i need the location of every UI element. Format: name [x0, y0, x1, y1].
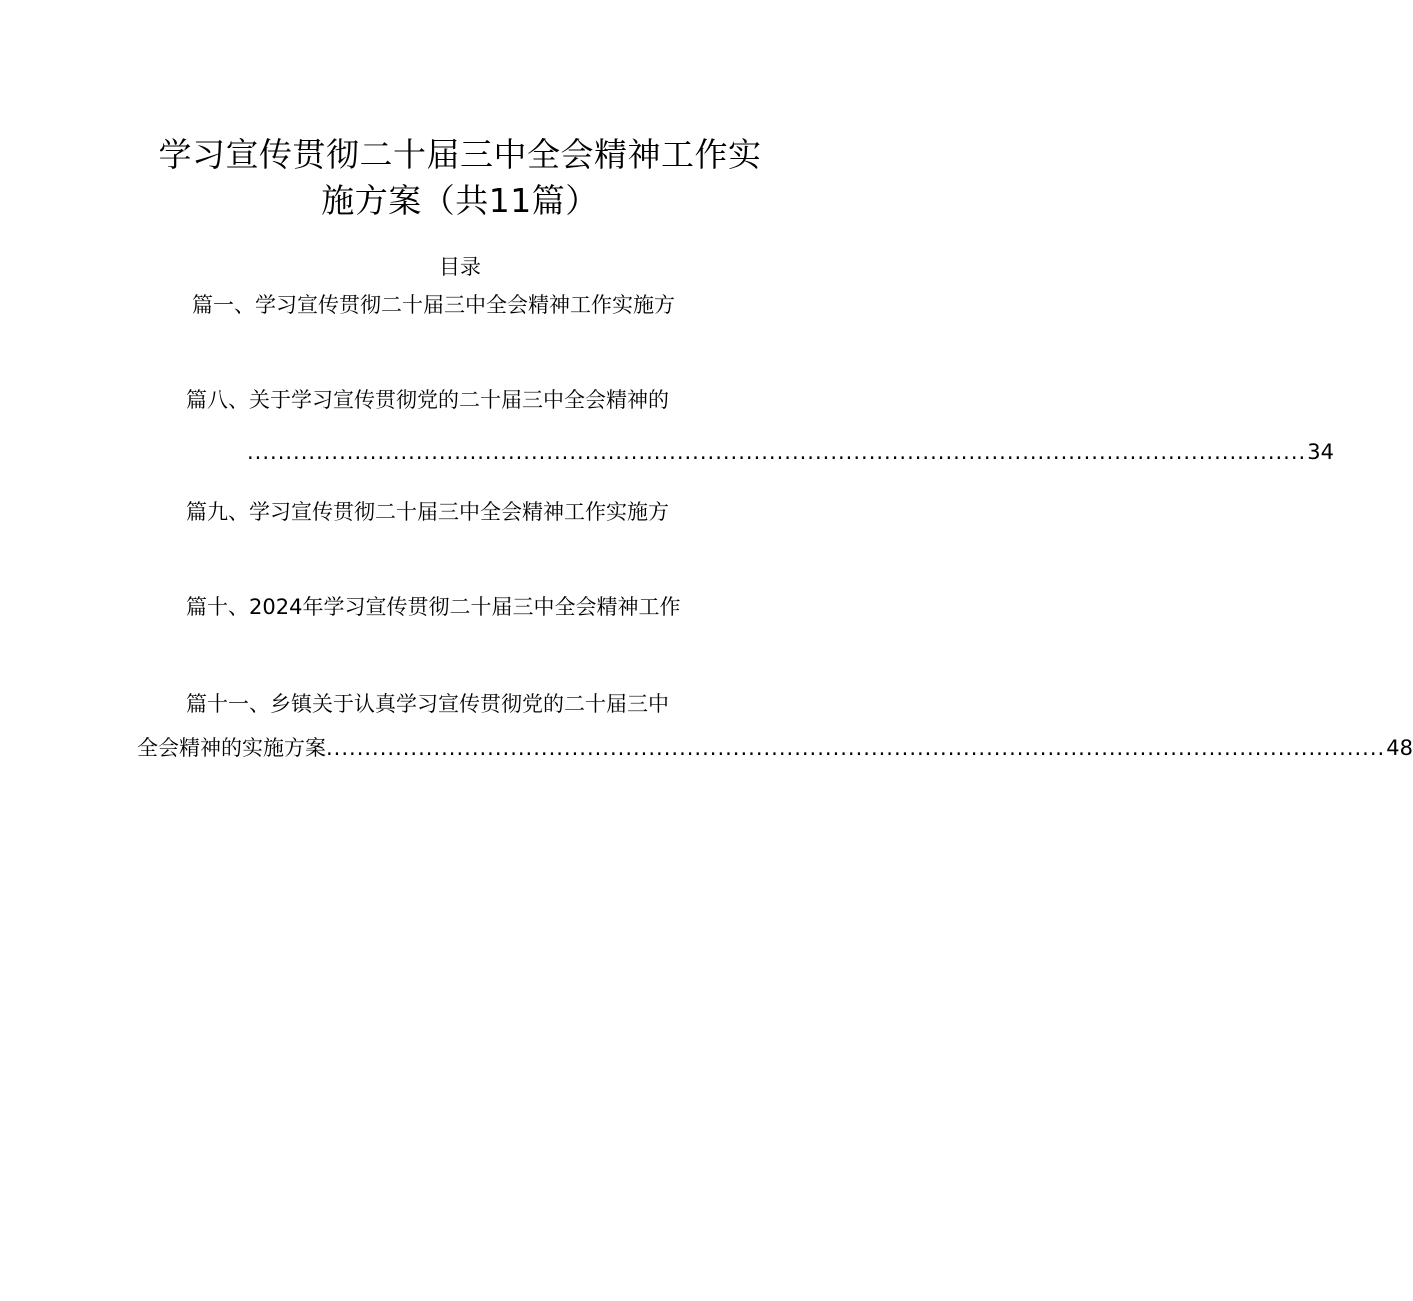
toc-entry-8-leader[interactable] [247, 438, 1334, 466]
toc-entry-11-page-number: 48 [1386, 736, 1413, 760]
dot-leader: .......................................................................................................................................... [326, 736, 1386, 760]
toc-entry-11-leader[interactable] [137, 734, 1413, 762]
toc-entry-8-page-number: 34 [1307, 440, 1334, 464]
document-title-line-2: 施方案（共11篇） [321, 181, 599, 220]
toc-heading: 目录 [439, 255, 481, 279]
dot-leader: .......................................................................................................................................... [247, 440, 1307, 464]
toc-entry-1[interactable]: 篇一、学习宣传贯彻二十届三中全会精神工作实施方 [192, 293, 675, 317]
toc-entry-11-continuation: 全会精神的实施方案 [137, 736, 326, 760]
toc-entry-10[interactable]: 篇十、2024年学习宣传贯彻二十届三中全会精神工作 [186, 595, 681, 619]
document-title-line-1: 学习宣传贯彻二十届三中全会精神工作实 [158, 135, 762, 174]
toc-entry-9[interactable]: 篇九、学习宣传贯彻二十届三中全会精神工作实施方 [186, 500, 669, 524]
toc-entry-11[interactable]: 篇十一、乡镇关于认真学习宣传贯彻党的二十届三中 [186, 692, 669, 716]
toc-entry-8[interactable]: 篇八、关于学习宣传贯彻党的二十届三中全会精神的 [186, 388, 669, 412]
